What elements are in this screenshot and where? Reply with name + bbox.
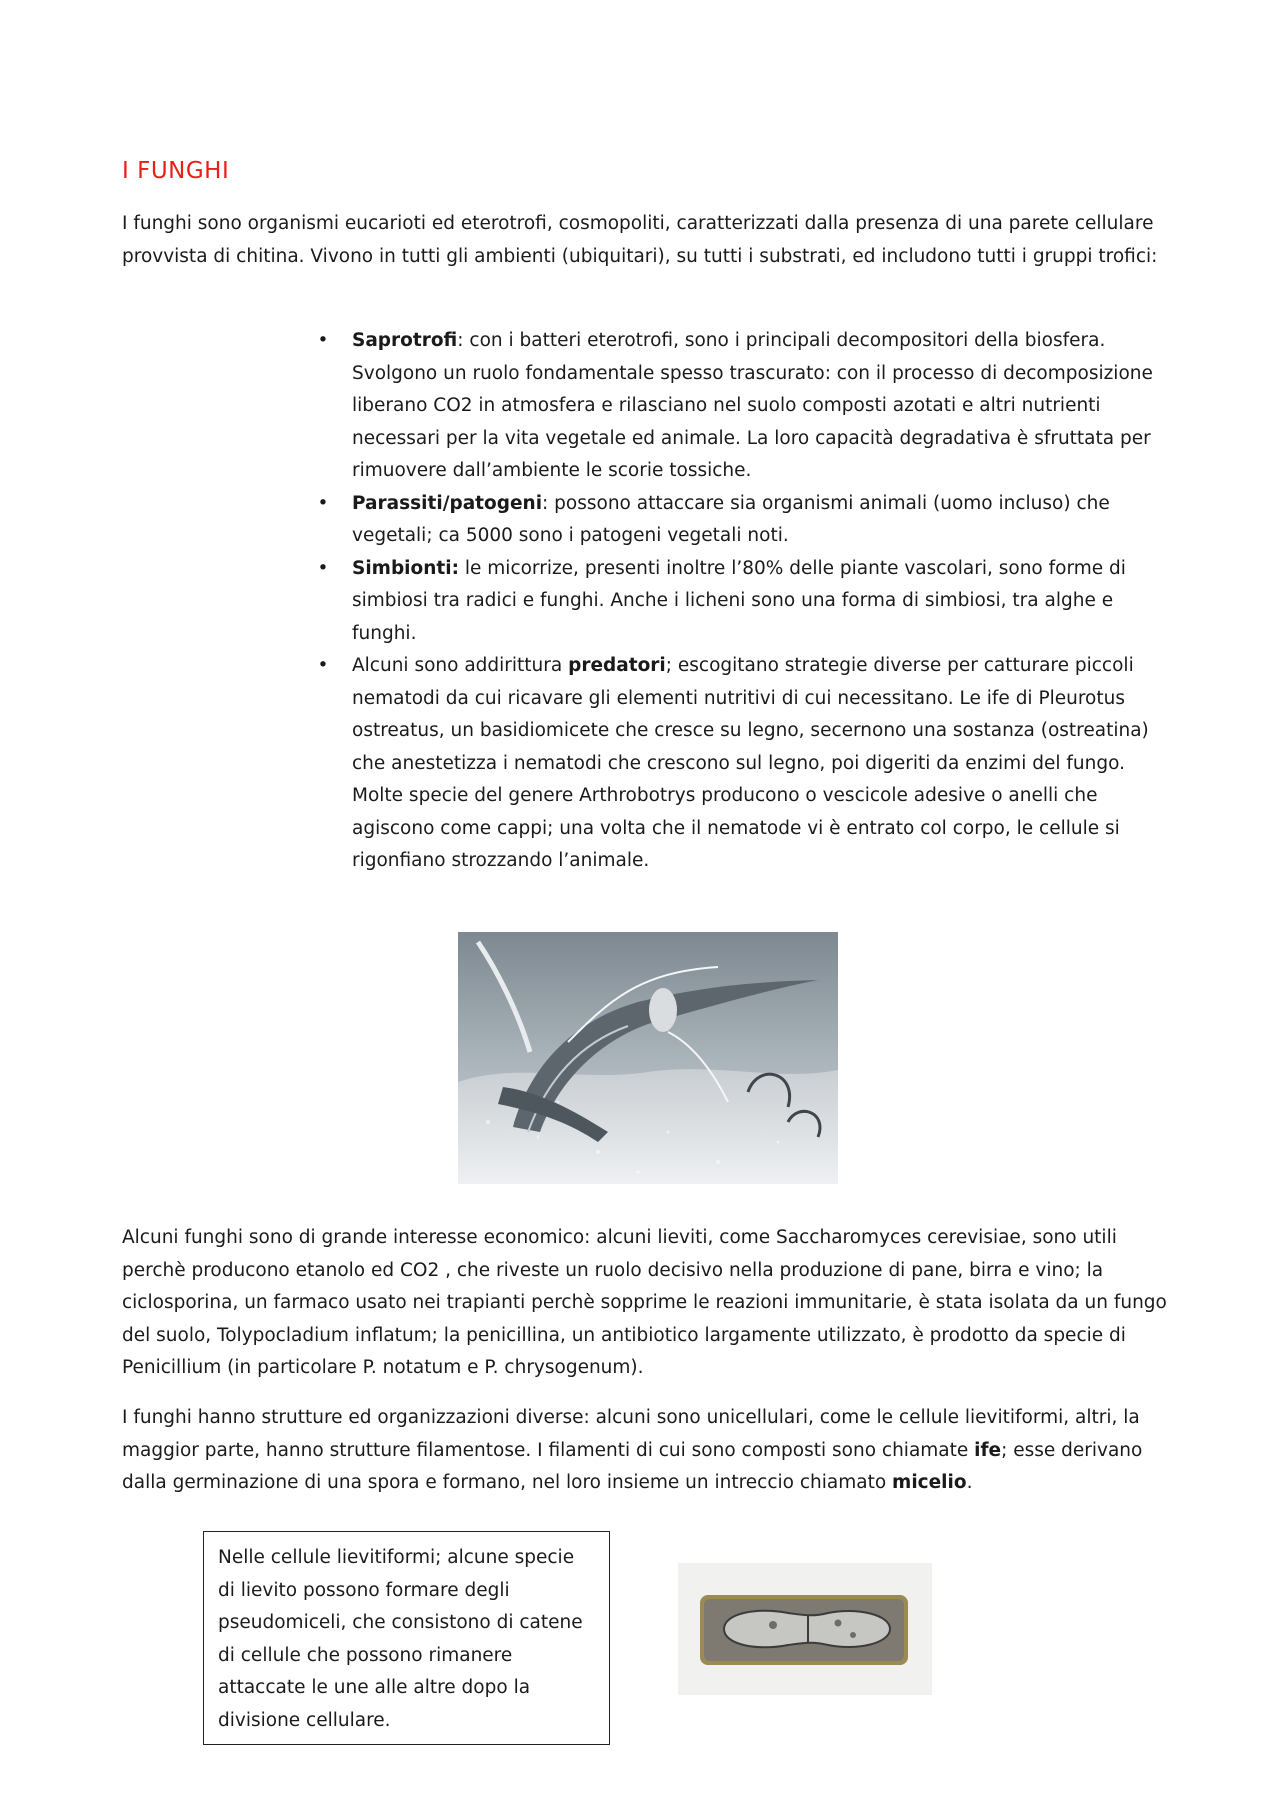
parassiti-text: : possono attaccare sia organismi animali (uomo incluso) che vegetali; ca 5000 sono i patogeni vegetali noti. (352, 492, 1110, 546)
page-title: I FUNGHI (122, 158, 230, 184)
list-item (317, 488, 1170, 553)
bullet-icon: • (317, 557, 329, 579)
term-simbionti: Simbionti: (352, 557, 459, 579)
term-parassiti: Parassiti/patogeni (352, 492, 543, 514)
pseudomycelium-note-box: Nelle cellule lievitiformi; alcune specie di lievito possono formare degli pseudomiceli, che consistono di catene di cellule che possono rimanere attaccate le une alle altre dopo la divisione cellulare. (203, 1531, 610, 1745)
simbionti-text: le micorrize, presenti inoltre l’80% delle piante vascolari, sono forme di simbiosi tra radici e funghi. Anche i licheni sono una forma di simbiosi, tra alghe e funghi. (352, 557, 1126, 644)
intro-paragraph: I funghi sono organismi eucarioti ed eterotrofi, cosmopoliti, caratterizzati dalla presenza di una parete cellulare provvista di chitina. Vivono in tutti gli ambienti (ubiquitari), su tutti i substrati, ed includono tutti i gruppi trofici: (122, 213, 1158, 267)
structure-pre: I funghi hanno strutture ed organizzazioni diverse: alcuni sono unicellulari, come le cellule lievitiformi, altri, la maggior parte, hanno strutture filamentose. I filamenti di cui sono composti sono chiamate (122, 1407, 1140, 1461)
bullet-icon: • (317, 492, 329, 514)
structure-mid: ; esse derivano dalla germinazione di una spora e formano, nel loro insieme un intreccio chiamato (122, 1439, 1143, 1493)
trophic-groups-list (310, 325, 1170, 878)
predatori-text: ; escogitano strategie diverse per catturare piccoli nematodi da cui ricavare gli elementi nutritivi di cui necessitano. Le ife di Pleurotus ostreatus, un basidiomicete che cresce su legno, secernono una sostanza (ostreatina) che anestetizza i nematodi che crescono sul legno, poi digeriti da enzimi del fungo. (352, 655, 1149, 774)
structure-post: . (966, 1472, 973, 1493)
economic-interest-paragraph: Alcuni funghi sono di grande interesse economico: alcuni lieviti, come Saccharomyces cerevisiae, sono utili perchè producono etanolo ed CO2 , che riveste un ruolo decisivo nella produzione di pane, birra e vino; la ciclosporina, un farmaco usato nei trapianti perchè sopprime le reazioni immunitarie, è stata isolata da un fungo del suolo, Tolypocladium inflatum; la penicillina, un antibiotico largamente utilizzato, è prodotto da specie di Penicillium (in particolare P. notatum e P. chrysogenum). (122, 1227, 1167, 1378)
arthrobotrys-text: Molte specie del genere Arthrobotrys producono o vescicole adesive o anelli che agiscono come cappi; una volta che il nematode vi è entrato col corpo, le cellule si rigonfiano strozzando l’animale. (352, 785, 1120, 871)
list-item (317, 553, 1170, 651)
term-saprotrofi: Saprotrofi (352, 330, 458, 351)
bullet-icon: • (317, 655, 329, 676)
list-item (317, 325, 1170, 488)
term-micelio: micelio (892, 1472, 967, 1493)
predatori-pre: Alcuni sono addirittura (352, 655, 569, 676)
yeast-cells-image (678, 1563, 932, 1695)
bullet-icon: • (317, 330, 329, 351)
saprotrofi-text: : con i batteri eterotrofi, sono i principali decompositori della biosfera. Svolgono un ruolo fondamentale spesso trascurato: con il processo di decomposizione liberano CO2 in atmosfera e rilasciano nel suolo composti azotati e altri nutrienti necessari per la vita vegetale ed animale. La loro capacità degradativa è sfruttata per rimuovere dall’ambiente le scorie tossiche. (352, 330, 1153, 481)
list-item (317, 650, 1170, 878)
structure-paragraph (122, 1402, 1172, 1500)
term-predatori: predatori (568, 655, 666, 676)
term-ife: ife (974, 1439, 1002, 1461)
nematode-trap-image (458, 932, 838, 1184)
